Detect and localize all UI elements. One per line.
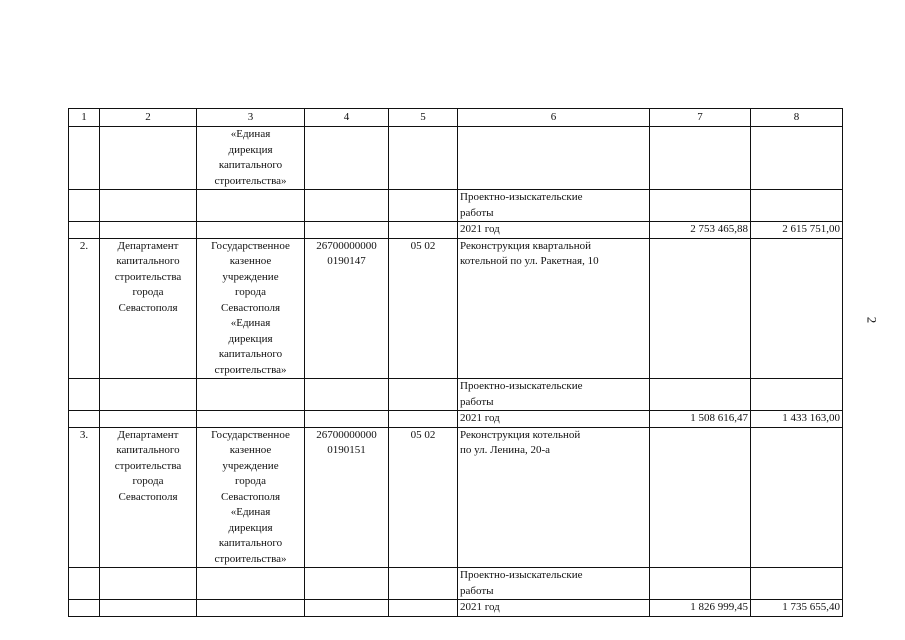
code-cell: 26700000000 0190151	[305, 427, 389, 568]
customer-cell: Департамент капитального строительства города Севастополя	[100, 238, 197, 379]
work-type-cell: Проектно-изыскательские работы	[458, 190, 650, 222]
amount-cell: 1 826 999,45	[650, 600, 751, 617]
amount-cell: 2 753 465,88	[650, 222, 751, 239]
page-number: 2	[864, 316, 880, 324]
amount-cell: 1 508 616,47	[650, 411, 751, 428]
year-cell: 2021 год	[458, 411, 650, 428]
amount-cell: 1 433 163,00	[751, 411, 843, 428]
header-cell: 3	[197, 109, 305, 127]
header-cell: 1	[69, 109, 100, 127]
work-type-cell: Проектно-изыскательские работы	[458, 379, 650, 411]
table-row	[69, 238, 843, 379]
object-cell: Реконструкция котельной по ул. Ленина, 20-а	[458, 427, 650, 568]
executor-cell: «Единая дирекция капитального строительства»	[197, 127, 305, 190]
table-row	[69, 568, 843, 600]
table-row	[69, 190, 843, 222]
table-row	[69, 127, 843, 190]
section-cell: 05 02	[389, 238, 458, 379]
header-cell: 4	[305, 109, 389, 127]
section-cell: 05 02	[389, 427, 458, 568]
row-number: 3.	[69, 427, 100, 568]
year-cell: 2021 год	[458, 600, 650, 617]
table-row	[69, 379, 843, 411]
executor-cell: Государственное казенное учреждение города Севастополя «Единая дирекция капитального строительства»	[197, 238, 305, 379]
work-type-cell: Проектно-изыскательские работы	[458, 568, 650, 600]
budget-table	[68, 108, 843, 617]
header-cell: 7	[650, 109, 751, 127]
header-cell: 8	[751, 109, 843, 127]
customer-cell: Департамент капитального строительства города Севастополя	[100, 427, 197, 568]
header-cell: 5	[389, 109, 458, 127]
amount-cell: 1 735 655,40	[751, 600, 843, 617]
row-number: 2.	[69, 238, 100, 379]
year-cell: 2021 год	[458, 222, 650, 239]
header-cell: 6	[458, 109, 650, 127]
table-row	[69, 222, 843, 239]
table-row	[69, 600, 843, 617]
code-cell: 26700000000 0190147	[305, 238, 389, 379]
table-row	[69, 427, 843, 568]
header-row	[69, 109, 843, 127]
header-cell: 2	[100, 109, 197, 127]
amount-cell: 2 615 751,00	[751, 222, 843, 239]
table-row	[69, 411, 843, 428]
executor-cell: Государственное казенное учреждение города Севастополя «Единая дирекция капитального строительства»	[197, 427, 305, 568]
object-cell: Реконструкция квартальной котельной по ул. Ракетная, 10	[458, 238, 650, 379]
